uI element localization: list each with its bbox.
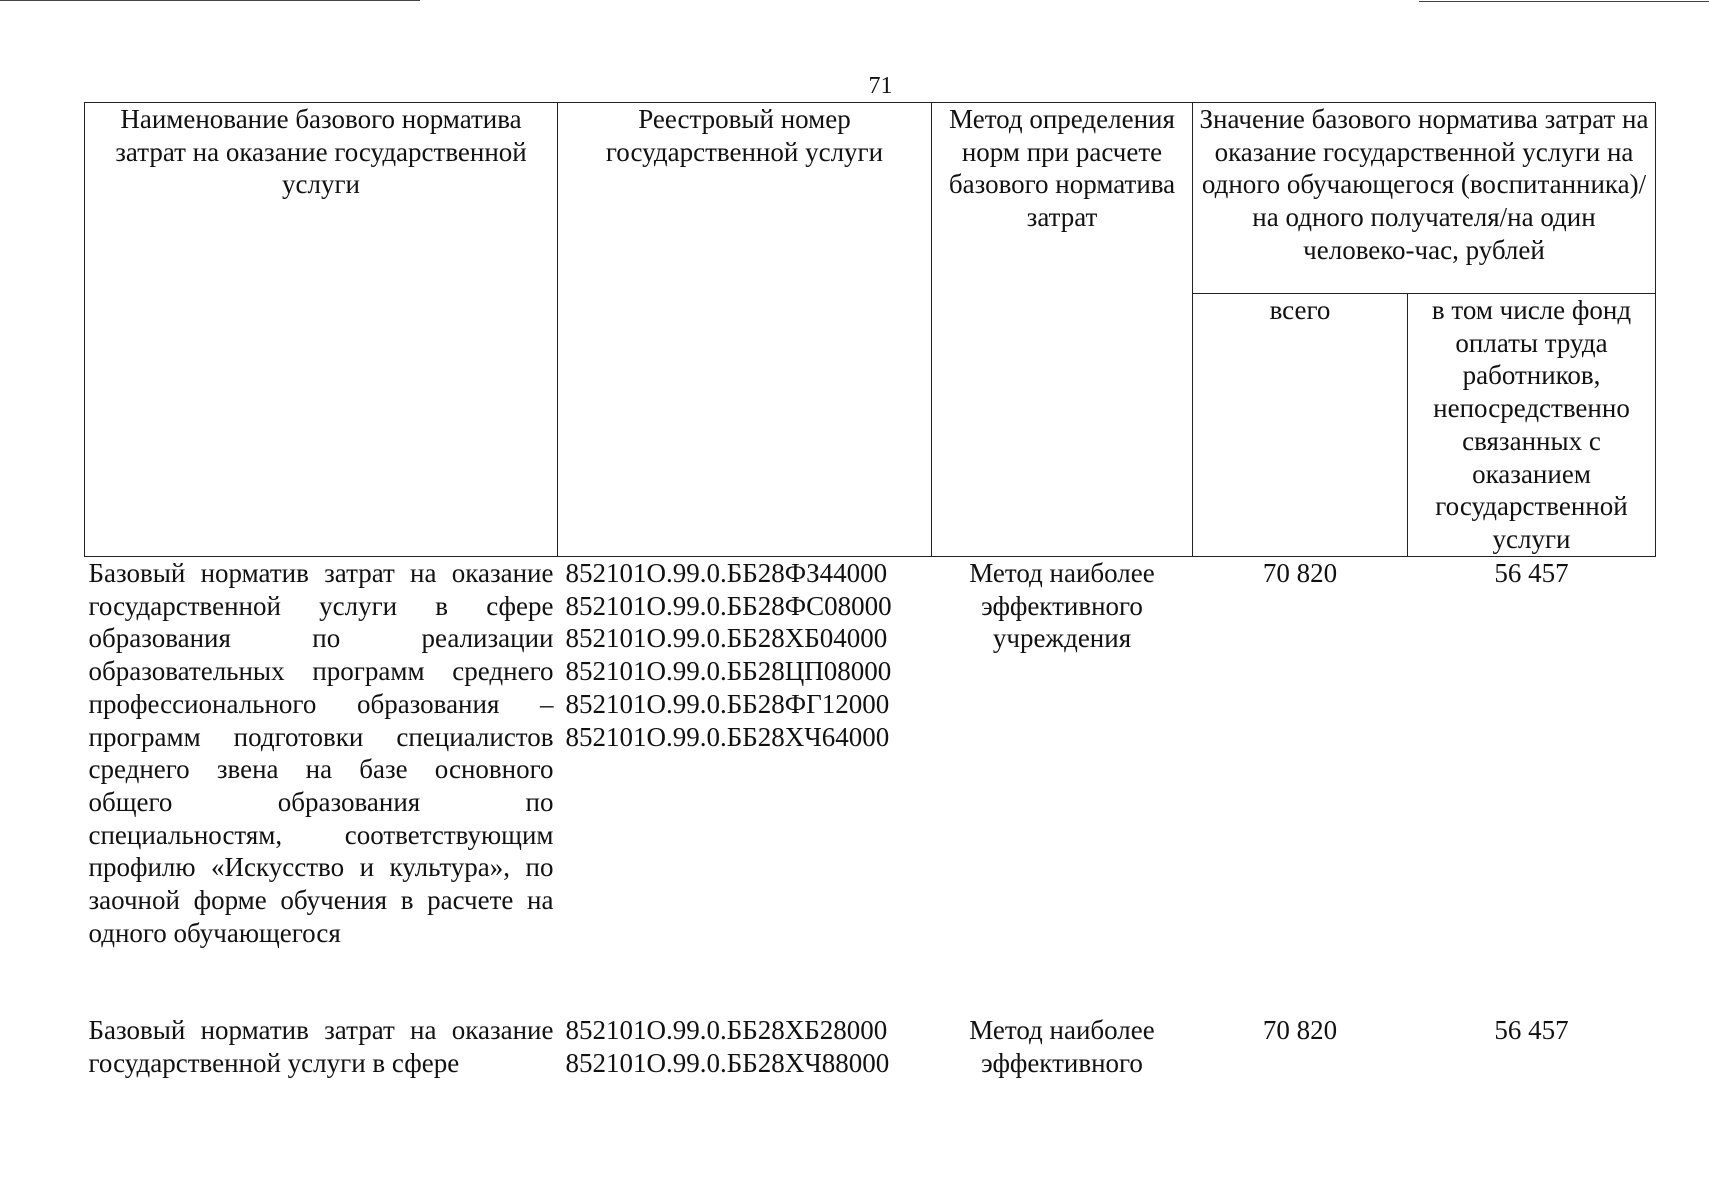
registry-code: 852101О.99.0.ББ28ЦП08000 (565, 656, 892, 687)
table-row (85, 1014, 1656, 1079)
table-body (85, 557, 1656, 1080)
header-total: всего (1193, 294, 1408, 557)
header-name: Наименование базового норматива затрат на оказание государственной услуги (85, 103, 558, 557)
row-total: 70 820 (1262, 1015, 1338, 1046)
row-spacer (85, 949, 1656, 1014)
registry-code: 852101О.99.0.ББ28ХБ28000 (565, 1015, 888, 1046)
row-payroll: 56 457 (1494, 1015, 1569, 1046)
table-row (85, 557, 1656, 950)
row-codes (558, 557, 932, 950)
row-method: Метод наиболее эффективного учреждения (969, 558, 1155, 654)
row-total: 70 820 (1262, 558, 1338, 588)
row-method: Метод наиболее эффективного (969, 1015, 1155, 1079)
scan-edge-line (0, 0, 420, 1)
header-method: Метод определения норм при расчете базового норматива затрат (932, 103, 1193, 557)
header-registry-number: Реестровый номер государственной услуги (558, 103, 932, 557)
registry-code: 852101О.99.0.ББ28ХЧ88000 (565, 1048, 890, 1079)
registry-code: 852101О.99.0.ББ28ХЧ64000 (565, 721, 890, 752)
scan-edge-line (1419, 1, 1709, 2)
norms-table (84, 102, 1656, 1080)
registry-code: 852101О.99.0.ББ28ФЗ44000 (565, 558, 888, 588)
row-name: Базовый норматив затрат на оказание государственной услуги в сфере (88, 1015, 554, 1079)
header-payroll: в том числе фонд оплаты труда работников, непосредственно связанных с оказанием государственной услуги (1408, 294, 1656, 557)
registry-code: 852101О.99.0.ББ28ХБ04000 (565, 623, 888, 654)
row-name: Базовый норматив затрат на оказание государственной услуги в сфере образования по реализации образовательных программ среднего профессионального образования – программ подготовки специалистов среднего звена на базе основного общего образования по специальностям, соответствующим профилю «Искусство и культура», по заочной форме обучения в расчете на одного обучающегося (88, 558, 554, 948)
row-codes (558, 1014, 932, 1079)
row-payroll: 56 457 (1494, 558, 1569, 588)
table-header (85, 103, 1656, 557)
registry-code: 852101О.99.0.ББ28ФГ12000 (565, 688, 890, 719)
header-value-group: Значение базового норматива затрат на оказание государственной услуги на одного обучающегося (воспитанника)/на одного получателя/на один человеко-час, рублей (1193, 103, 1656, 294)
registry-code: 852101О.99.0.ББ28ФС08000 (565, 590, 892, 621)
page-number: 71 (868, 73, 893, 99)
